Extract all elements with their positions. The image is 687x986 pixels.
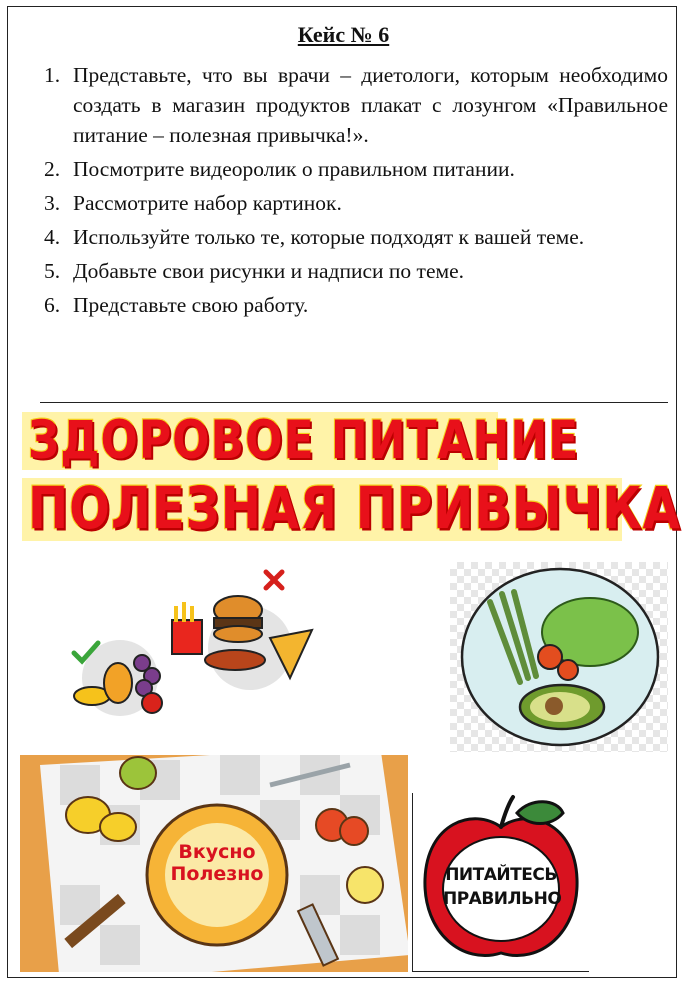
case-title: Кейс № 6 <box>297 22 390 47</box>
task-item <box>40 188 668 218</box>
task-number: 2. <box>44 157 61 181</box>
salad-plate-picture <box>450 562 668 752</box>
slogan-line-1 <box>22 409 580 471</box>
healthy-vs-junk-food-icon <box>60 568 322 728</box>
task-number: 1. <box>44 63 61 87</box>
task-text: Представьте, что вы врачи – диетологи, которым необходимо создать в магазин продуктов плакат с лозунгом «Правильное питание – полезная привычка!». <box>73 63 668 147</box>
caption-line-2: Полезно <box>170 863 264 885</box>
salad-plate-illustration-icon <box>450 562 668 752</box>
table-plate-caption <box>157 841 277 885</box>
task-item <box>40 60 668 150</box>
task-item <box>40 154 668 184</box>
task-text: Используйте только те, которые подходят к вашей теме. <box>73 225 585 249</box>
caption-line-1: Вкусно <box>178 841 256 863</box>
slogan-line-2 <box>22 475 681 543</box>
task-number: 3. <box>44 191 61 215</box>
food-choice-picture <box>60 568 322 728</box>
task-text: Добавьте свои рисунки и надписи по теме. <box>73 259 465 283</box>
task-text: Рассмотрите набор картинок. <box>73 191 342 215</box>
task-text: Представьте свою работу. <box>73 293 309 317</box>
slogan-text-1: ЗДОРОВОЕ ПИТАНИЕ <box>28 409 580 471</box>
task-item <box>40 222 668 252</box>
task-item <box>40 290 668 320</box>
table-plate-picture <box>20 755 408 972</box>
divider-line <box>40 402 668 403</box>
badge-line-1: ПИТАЙТЕСЬ <box>445 865 557 885</box>
slogan-text-2: ПОЛЕЗНАЯ ПРИВЫЧКА <box>28 475 681 543</box>
task-text: Посмотрите видеоролик о правильном питании. <box>73 157 515 181</box>
task-number: 6. <box>44 293 61 317</box>
task-item <box>40 256 668 286</box>
task-number: 5. <box>44 259 61 283</box>
apple-badge-picture <box>412 793 589 972</box>
task-number: 4. <box>44 225 61 249</box>
badge-line-2: ПРАВИЛЬНО <box>443 889 562 909</box>
task-list <box>40 60 668 324</box>
apple-badge-caption <box>443 863 562 911</box>
